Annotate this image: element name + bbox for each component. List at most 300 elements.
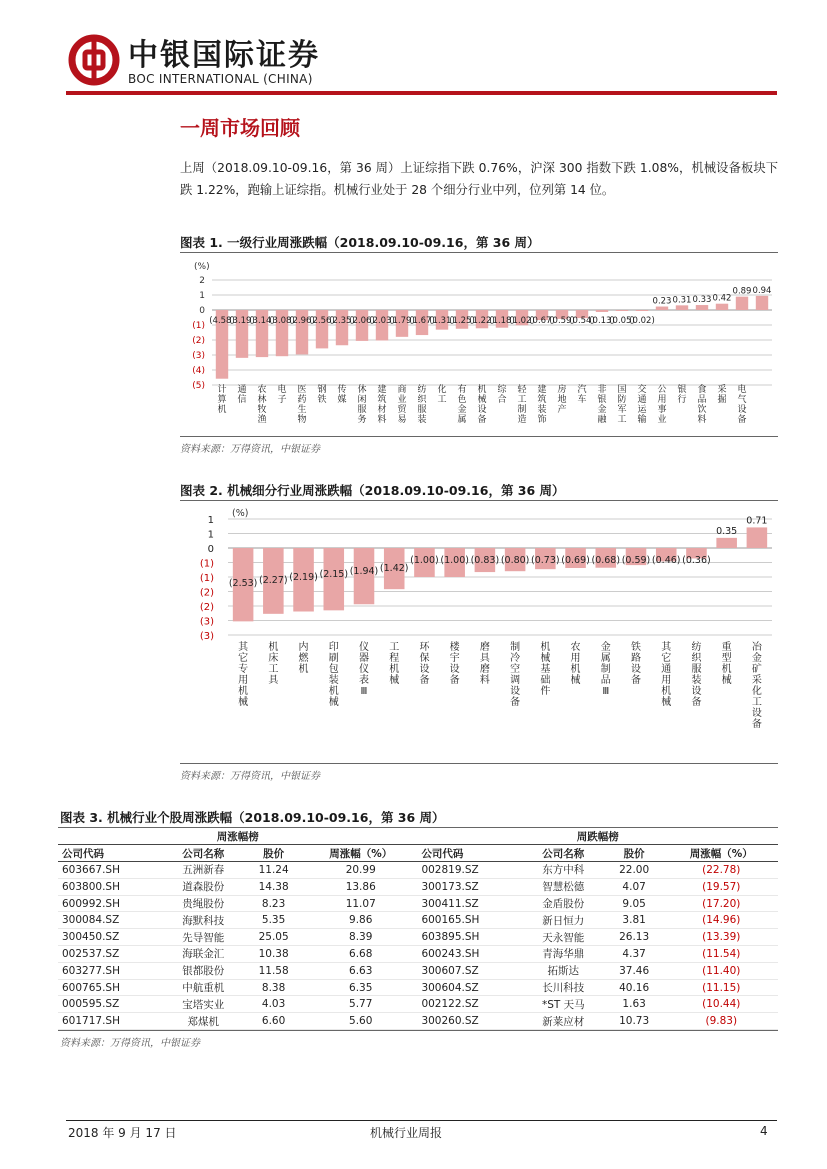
table-row	[58, 996, 778, 1013]
axis-tick-char: 合	[497, 395, 507, 405]
table-cell: 银都股份	[182, 965, 225, 978]
axis-tick-char: 备	[419, 675, 430, 686]
table-cell: 300604.SZ	[421, 981, 479, 994]
data-label: (0.73)	[531, 555, 560, 566]
x-tick-label	[299, 640, 310, 675]
table-cell: 天永智能	[542, 931, 585, 944]
x-tick-label	[637, 383, 647, 425]
table-cell: 000595.SZ	[62, 998, 120, 1011]
data-label: (2.35)	[329, 316, 355, 326]
loss-group-header: 周跌幅榜	[417, 828, 778, 845]
table-cell: 8.38	[261, 981, 286, 994]
table-cell: 600243.SH	[421, 947, 480, 960]
axis-tick-char: 公	[657, 385, 667, 395]
table-cell: 002122.SZ	[421, 998, 479, 1011]
x-tick-label	[661, 641, 672, 708]
table-cell: 002537.SZ	[62, 947, 120, 960]
axis-tick-char: 机	[477, 385, 487, 395]
data-label: (1.67)	[409, 316, 435, 326]
intro-paragraph: 上周（2018.09.10-09.16，第 36 周）上证综指下跌 0.76%，沪深 300 指数下跌 1.08%，机械设备板块下跌 1.22%，跑输上证综指。机械行业处于 28 个细分行业中列，位列第 14 位。	[180, 161, 778, 197]
table-cell: 002819.SZ	[421, 863, 479, 876]
axis-tick-char: 备	[751, 719, 762, 730]
axis-tick-char: 其	[238, 642, 249, 653]
axis-tick-char: 内	[298, 642, 309, 653]
chart1-industry-weekly-change	[0, 255, 827, 455]
axis-tick-char: 金	[457, 405, 467, 415]
data-label: (2.06)	[349, 316, 375, 326]
table-cell: 14.38	[258, 880, 289, 893]
table-cell: 6.63	[349, 964, 373, 977]
table-cell: 智慧松德	[542, 881, 585, 894]
axis-tick-char: 矿	[751, 664, 762, 675]
axis-tick-char: 电	[277, 385, 287, 395]
x-tick-label	[268, 640, 279, 686]
x-tick-label	[237, 384, 246, 405]
bar	[736, 297, 748, 310]
y-tick-label: (2)	[192, 336, 205, 346]
table-row	[58, 912, 778, 929]
axis-tick-char: 信	[237, 395, 247, 405]
data-label: 0.31	[672, 295, 692, 306]
axis-tick-char: 服	[417, 405, 427, 415]
x-tick-label	[359, 640, 369, 697]
data-label: (1.79)	[389, 316, 415, 326]
axis-tick-char: 牧	[257, 405, 267, 415]
axis-tick-char: 械	[477, 395, 487, 405]
table-cell: 300450.SZ	[62, 931, 120, 944]
table-cell: 五洲新春	[182, 864, 225, 877]
x-tick-label	[601, 640, 611, 697]
table-cell: (14.96)	[702, 914, 741, 927]
table-cell: 中航重机	[182, 982, 225, 995]
y-tick-label: (1)	[192, 321, 205, 331]
axis-tick-char: Ⅲ	[602, 686, 610, 697]
bar	[676, 305, 688, 310]
table-cell: 300411.SZ	[421, 897, 479, 910]
axis-tick-char: 冷	[510, 653, 521, 664]
x-tick-label	[397, 383, 407, 425]
axis-tick-char: 属	[600, 653, 611, 664]
table-row	[58, 1013, 778, 1030]
axis-tick-char: 综	[497, 385, 507, 395]
data-label: (2.19)	[289, 572, 318, 583]
figure2-source: 资料来源：万得资讯，中银证券	[180, 771, 320, 782]
figure1-bottom-rule	[180, 436, 778, 437]
axis-tick-char: 空	[510, 664, 521, 675]
axis-tick-char: 车	[577, 395, 587, 405]
figure3-title: 图表 3. 机械行业个股周涨跌幅（2018.09.10-09.16，第 36 周）	[60, 810, 445, 825]
table-cell: 300173.SZ	[421, 880, 479, 893]
x-tick-label	[557, 383, 566, 415]
axis-tick-char: 造	[517, 415, 527, 425]
axis-tick-char: 设	[510, 686, 521, 697]
x-tick-label	[691, 640, 702, 708]
axis-tick-char: 纺	[691, 642, 702, 653]
data-label: 0.94	[752, 285, 772, 296]
axis-tick-char: 械	[328, 697, 339, 708]
axis-tick-char: 织	[691, 653, 702, 664]
axis-tick-char: 备	[691, 697, 702, 708]
axis-tick-char: 钢	[317, 385, 327, 395]
table-row	[58, 962, 778, 979]
table-cell: 40.16	[619, 981, 650, 994]
table-cell: 22.00	[619, 863, 650, 876]
data-label: (1.00)	[410, 555, 439, 566]
table-cell: 5.60	[349, 1015, 373, 1028]
axis-tick-char: 备	[449, 675, 460, 686]
table-cell: 4.07	[622, 880, 646, 893]
section-title: 一周市场回顾	[180, 116, 300, 140]
axis-tick-char: 用	[661, 675, 672, 686]
table-cell: (19.57)	[702, 880, 741, 893]
data-label: (0.54)	[569, 316, 595, 326]
data-label: (2.96)	[289, 316, 315, 326]
axis-tick-char: 气	[737, 395, 747, 405]
axis-tick-char: 设	[419, 664, 430, 675]
data-label: (0.83)	[470, 555, 500, 566]
data-label: (2.56)	[309, 316, 335, 326]
axis-tick-char: 械	[661, 697, 672, 708]
y-tick-label: 0	[199, 306, 205, 316]
table-cell: (11.54)	[702, 947, 741, 960]
x-tick-label	[457, 383, 466, 425]
table-cell: 郑煤机	[187, 1015, 220, 1028]
axis-tick-char: 器	[359, 653, 369, 664]
axis-tick-char: 林	[257, 395, 267, 405]
axis-tick-char: 子	[277, 395, 287, 405]
figure1-source: 资料来源：万得资讯，中银证券	[180, 444, 320, 455]
bar	[716, 304, 728, 310]
data-label: 0.89	[732, 286, 752, 297]
x-tick-label	[238, 641, 249, 708]
axis-tick-char: 金	[751, 653, 762, 664]
data-label: (1.94)	[349, 566, 379, 577]
x-tick-label	[419, 641, 430, 686]
table-cell: (17.20)	[702, 897, 741, 910]
table-cell: 8.39	[349, 931, 373, 944]
table-cell: 3.81	[622, 914, 646, 927]
axis-tick-char: 计	[217, 385, 227, 395]
axis-tick-char: 国	[617, 385, 627, 395]
col-header: 公司名称	[163, 845, 243, 862]
data-label: (3.08)	[269, 316, 295, 326]
axis-tick-char: 织	[417, 395, 427, 405]
axis-tick-char: 包	[328, 664, 339, 675]
axis-tick-char: 装	[328, 675, 339, 686]
table-cell: 长川科技	[542, 982, 585, 995]
footer-rule	[66, 1120, 777, 1121]
table-cell: 11.24	[258, 863, 289, 876]
axis-tick-char: 设	[449, 664, 460, 675]
table-cell: 新莱应材	[542, 1015, 585, 1028]
axis-tick-char: 机	[268, 642, 279, 653]
table-cell: 10.73	[619, 1015, 650, 1028]
axis-tick-char: 备	[510, 697, 521, 708]
y-tick-label: (1)	[199, 558, 214, 570]
x-tick-label	[510, 640, 520, 708]
table-cell: (10.44)	[702, 998, 741, 1011]
y-tick-label: 1	[199, 291, 205, 301]
table-cell: 9.05	[622, 897, 646, 910]
data-label: (0.13)	[589, 316, 615, 326]
axis-tick-char: 重	[721, 642, 732, 653]
data-label: (1.00)	[440, 555, 469, 566]
table-cell: (11.15)	[702, 981, 741, 994]
col-header: 公司名称	[523, 845, 604, 862]
axis-tick-char: 建	[377, 385, 387, 395]
table-cell: 青海华鼎	[542, 948, 585, 961]
page-number: 4	[760, 1124, 768, 1138]
table-cell: 东方中科	[542, 864, 585, 877]
x-tick-label	[537, 383, 546, 425]
axis-tick-char: 路	[631, 653, 641, 664]
axis-tick-char: 具	[268, 675, 279, 686]
x-tick-label	[631, 640, 641, 686]
axis-tick-char: 轻	[517, 385, 527, 395]
table-cell: 10.38	[258, 947, 289, 960]
axis-tick-char: 设	[691, 686, 702, 697]
y-tick-label: 0	[207, 544, 214, 555]
x-tick-label	[657, 384, 666, 425]
axis-tick-char: 通	[637, 395, 647, 405]
axis-tick-char: 有	[457, 385, 467, 395]
axis-tick-char: 磨	[479, 642, 490, 653]
axis-tick-char: 专	[238, 664, 249, 675]
x-tick-label	[337, 383, 346, 405]
y-tick-label: (3)	[192, 351, 205, 361]
axis-tick-char: 装	[417, 415, 427, 425]
table-cell: 5.77	[349, 998, 373, 1011]
axis-tick-char: 用	[570, 653, 581, 664]
axis-tick-char: 制	[510, 642, 521, 653]
axis-tick-char: 易	[397, 415, 407, 425]
data-label: (3.19)	[229, 316, 255, 326]
x-tick-label	[437, 383, 446, 405]
axis-tick-char: 楼	[449, 642, 460, 653]
table-cell: 6.60	[261, 1015, 286, 1028]
figure3-bottom-rule	[58, 1030, 778, 1031]
data-label: 0.33	[692, 295, 712, 306]
table-cell: (11.40)	[702, 964, 741, 977]
bar	[696, 305, 708, 310]
axis-tick-char: 农	[570, 642, 581, 653]
x-tick-label	[480, 640, 491, 686]
y-tick-label: (3)	[199, 631, 214, 642]
axis-tick-char: 金	[597, 405, 607, 415]
table-cell: 8.23	[261, 897, 286, 910]
table-cell: 贵绳股份	[182, 898, 225, 911]
axis-tick-char: 械	[389, 675, 400, 686]
axis-tick-char: 床	[268, 653, 279, 664]
figure2-rule	[180, 500, 778, 501]
table-cell: 海默科技	[182, 914, 225, 927]
data-label: 0.71	[746, 515, 768, 527]
data-label: (0.46)	[651, 555, 681, 566]
axis-tick-char: 算	[217, 395, 227, 405]
axis-tick-char: 仪	[359, 642, 369, 653]
bar	[716, 538, 737, 548]
axis-tick-char: 筑	[377, 395, 387, 405]
bar	[616, 310, 628, 311]
x-tick-label	[540, 640, 550, 697]
axis-tick-char: 机	[328, 686, 339, 697]
data-label: (1.02)	[509, 316, 535, 326]
table-cell: 300084.SZ	[62, 914, 120, 927]
axis-tick-char: 环	[419, 642, 430, 653]
table-cell: (22.78)	[702, 863, 741, 876]
figure2-title: 图表 2. 机械细分行业周涨跌幅（2018.09.10-09.16，第 36 周）	[180, 483, 565, 498]
axis-tick-char: 贸	[397, 405, 407, 415]
x-tick-label	[297, 384, 306, 425]
y-tick-label: 2	[199, 276, 205, 286]
table-cell: 宝塔实业	[182, 998, 225, 1011]
x-tick-label	[717, 383, 726, 405]
bar	[596, 310, 608, 312]
table-cell: 13.86	[345, 880, 376, 893]
table-cell: 11.58	[258, 964, 289, 977]
company-name-cn: 中银国际证券	[128, 38, 320, 73]
axis-tick-char: 宇	[449, 653, 460, 664]
table-cell: *ST 天马	[541, 998, 585, 1011]
axis-tick-char: 其	[661, 642, 672, 653]
table-row	[58, 929, 778, 946]
axis-tick-char: 品	[697, 395, 707, 405]
figure1-title: 图表 1. 一级行业周涨跌幅（2018.09.10-09.16，第 36 周）	[180, 235, 540, 250]
axis-tick-char: 生	[297, 405, 307, 415]
axis-tick-char: 饰	[537, 415, 547, 425]
table-cell: 11.07	[345, 897, 376, 910]
table-row	[58, 862, 778, 879]
x-tick-label	[571, 640, 581, 686]
y-axis-unit: (%)	[232, 508, 249, 519]
bar	[747, 527, 768, 548]
axis-tick-char: 电	[737, 385, 747, 395]
x-tick-label	[277, 383, 286, 405]
axis-tick-char: 设	[737, 405, 747, 415]
y-tick-label: (4)	[192, 366, 205, 376]
axis-tick-char: 银	[597, 395, 607, 405]
axis-tick-char: 冶	[751, 642, 762, 653]
axis-tick-char: 服	[357, 405, 367, 415]
axis-tick-char: 装	[537, 405, 547, 415]
y-tick-label: (2)	[199, 587, 214, 599]
axis-tick-char: 保	[419, 653, 430, 664]
x-tick-label	[217, 383, 226, 415]
axis-tick-char: 通	[237, 385, 247, 395]
axis-tick-char: 工	[389, 642, 400, 653]
x-tick-label	[752, 640, 763, 730]
axis-tick-char: 件	[540, 686, 551, 697]
table-cell: (9.83)	[705, 1015, 738, 1028]
axis-tick-char: 调	[510, 675, 521, 686]
x-tick-label	[677, 383, 686, 405]
table-row	[58, 979, 778, 996]
axis-tick-char: 融	[597, 415, 607, 425]
x-tick-label	[737, 383, 746, 425]
axis-tick-char: 渔	[257, 415, 267, 425]
axis-tick-char: 媒	[337, 395, 347, 405]
footer-date: 2018 年 9 月 17 日	[68, 1126, 177, 1140]
axis-tick-char: 械	[570, 675, 581, 686]
axis-tick-char: 工	[617, 415, 627, 425]
axis-tick-char: 设	[477, 405, 487, 415]
col-header: 周涨幅（%）	[304, 845, 417, 862]
x-tick-label	[697, 383, 706, 425]
axis-tick-char: 服	[691, 664, 702, 675]
y-tick-label: (5)	[192, 381, 205, 391]
data-label: (0.59)	[549, 316, 575, 326]
axis-tick-char: 业	[397, 395, 407, 405]
axis-tick-char: 设	[751, 708, 762, 719]
x-tick-label	[722, 640, 732, 686]
y-tick-label: 1	[207, 515, 214, 526]
table-cell: 先导智能	[182, 931, 225, 944]
axis-tick-char: 装	[691, 675, 702, 686]
axis-tick-char: 食	[697, 385, 707, 395]
col-header: 股价	[243, 845, 304, 862]
table-cell: 9.86	[349, 914, 373, 927]
axis-tick-char: 程	[389, 653, 400, 664]
figure2-bottom-rule	[180, 763, 778, 764]
axis-tick-char: 物	[297, 415, 307, 425]
axis-tick-char: 备	[631, 675, 641, 686]
axis-tick-char: 备	[737, 415, 747, 425]
axis-tick-char: 农	[257, 385, 267, 395]
y-axis-unit: (%)	[194, 262, 210, 272]
axis-tick-char: 机	[721, 664, 732, 675]
boc-logo-icon	[68, 34, 120, 86]
footer-report-name: 机械行业周报	[370, 1126, 443, 1140]
axis-tick-char: 料	[377, 415, 387, 425]
table-cell: 道森股份	[182, 881, 225, 894]
axis-tick-char: Ⅲ	[360, 686, 368, 697]
axis-tick-char: 刷	[328, 653, 339, 664]
axis-tick-char: 磨	[479, 664, 490, 675]
axis-tick-char: 掘	[717, 395, 727, 405]
axis-tick-char: 非	[597, 385, 607, 395]
data-label: (0.68)	[591, 555, 621, 566]
data-label: (2.03)	[369, 316, 395, 326]
data-label: (4.58)	[209, 316, 235, 326]
table-cell: 600165.SH	[421, 914, 480, 927]
table-cell: 4.37	[622, 947, 646, 960]
axis-tick-char: 设	[631, 664, 641, 675]
axis-tick-char: 机	[661, 686, 672, 697]
axis-tick-char: 印	[328, 642, 339, 653]
axis-tick-char: 军	[617, 405, 627, 415]
table-cell: 新日恒力	[542, 914, 585, 927]
axis-tick-char: 产	[557, 405, 567, 415]
bar	[656, 307, 668, 310]
data-label: (0.59)	[621, 555, 651, 566]
y-tick-label: (1)	[199, 573, 214, 584]
table-row	[58, 946, 778, 963]
axis-tick-char: 采	[717, 385, 727, 395]
axis-tick-char: 用	[657, 395, 667, 405]
axis-tick-char: 表	[359, 675, 369, 686]
axis-tick-char: 传	[337, 385, 347, 395]
axis-tick-char: 料	[697, 415, 707, 425]
axis-tick-char: 务	[357, 415, 367, 425]
axis-tick-char: 械	[721, 675, 732, 686]
figure3-source: 资料来源：万得资讯，中银证券	[60, 1038, 200, 1049]
x-tick-label	[617, 384, 626, 425]
axis-tick-char: 行	[677, 395, 687, 405]
axis-tick-char: 地	[557, 395, 567, 405]
gain-group-header: 周涨幅榜	[58, 828, 417, 845]
header-rule	[66, 91, 777, 95]
x-tick-label	[257, 383, 266, 425]
